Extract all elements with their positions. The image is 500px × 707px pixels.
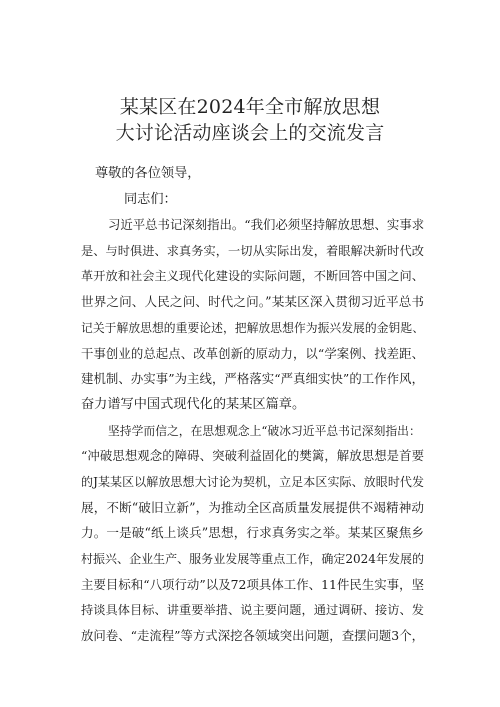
paragraph-2-line: 的J某某区以解放思想大讨论为契机，立足本区实际、放眼时代发 [81, 475, 424, 489]
paragraph-1-line: 建机制、办实事”为主线，严格落实“严真细实快”的工作作风， [81, 371, 424, 386]
paragraph-2-line: 主要目标和“八项行动”以及72项具体工作、11件民生实事，坚 [81, 577, 424, 592]
paragraph-2-line: 展，不断“破旧立新”，为推动全区高质量发展提供不竭精神动 [81, 500, 424, 515]
paragraph-2-line: 村振兴、企业生产、服务业发展等重点工作，确定2024年发展的 [81, 552, 424, 566]
paragraph-1-line: 革开放和社会主义现代化建设的实际问题，不断回答中国之问、 [81, 269, 424, 283]
paragraph-2-line: 坚持学而信之，在思想观念上“破冰习近平总书记深刻指出： [108, 424, 421, 438]
paragraph-2-line: 力。一是破“纸上谈兵”思想，行求真务实之举。某某区聚焦乡 [81, 525, 424, 540]
paragraph-1-line: 是、与时俱进、求真务实，一切从实际出发，着眼解决新时代改 [81, 244, 424, 258]
paragraph-2-line: 持谈具体目标、讲重要举措、说主要问题，通过调研、接访、发 [81, 603, 424, 617]
paragraph-1-line: 记关于解放思想的重要论述，把解放思想作为振兴发展的金钥匙、 [81, 321, 424, 335]
paragraph-1-line: 干事创业的总起点、改革创新的原动力，以“学案例、找差距、 [81, 346, 424, 361]
salutation: 尊敬的各位领导， [95, 166, 201, 181]
document-title-line-2: 大讨论活动座谈会上的交流发言 [115, 122, 385, 144]
greeting: 同志们： [124, 192, 177, 207]
paragraph-1-line: 世界之问、人民之问、时代之问。”某某区深入贯彻习近平总书 [81, 294, 424, 309]
paragraph-2-line: “冲破思想观念的障碍、突破利益固化的樊篱，解放思想是首要 [81, 448, 424, 463]
document-title-line-1: 某某区在2024年全市解放思想 [119, 96, 381, 118]
paragraph-1-line: 奋力谱写中国式现代化的某某区篇章。 [81, 397, 306, 412]
paragraph-2-line: 放问卷、“走流程”等方式深挖各领域突出问题，查摆问题3个， [81, 628, 424, 643]
paragraph-1-line: 习近平总书记深刻指出。“我们必须坚持解放思想、实事求 [108, 217, 425, 232]
